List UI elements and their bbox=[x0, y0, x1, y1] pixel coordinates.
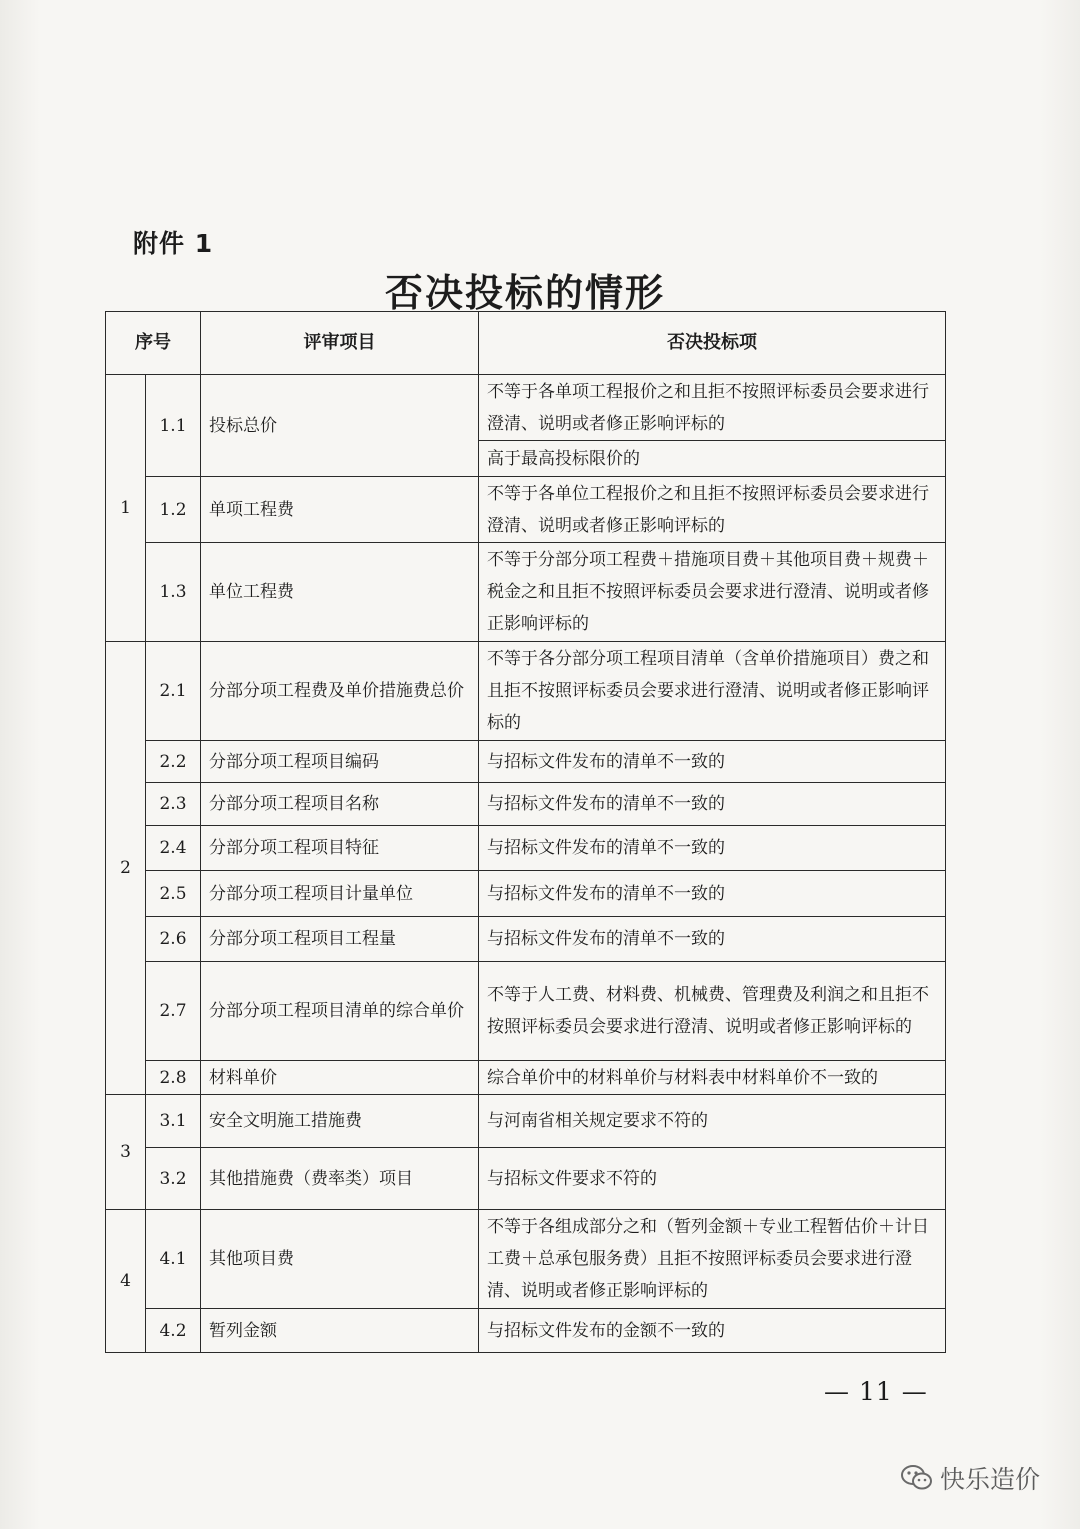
watermark bbox=[900, 1460, 1040, 1496]
table-row bbox=[106, 1148, 946, 1210]
review-item: 投标总价 bbox=[201, 375, 479, 477]
header-item: 评审项目 bbox=[201, 312, 479, 375]
sub-number: 2.4 bbox=[146, 826, 201, 871]
review-item: 暂列金额 bbox=[201, 1309, 479, 1353]
review-item: 分部分项工程项目编码 bbox=[201, 741, 479, 783]
review-item: 分部分项工程项目计量单位 bbox=[201, 871, 479, 917]
table-row bbox=[106, 1061, 946, 1095]
review-item: 分部分项工程项目工程量 bbox=[201, 917, 479, 962]
group-number: 2 bbox=[106, 642, 146, 1095]
sub-number: 2.3 bbox=[146, 783, 201, 826]
document-title: 否决投标的情形 bbox=[384, 270, 665, 315]
table-row bbox=[106, 1210, 946, 1309]
sub-number: 2.1 bbox=[146, 642, 201, 741]
sub-number: 1.1 bbox=[146, 375, 201, 477]
table-row bbox=[106, 917, 946, 962]
sub-number: 2.6 bbox=[146, 917, 201, 962]
header-seq: 序号 bbox=[106, 312, 201, 375]
rejection-condition: 与招标文件发布的清单不一致的 bbox=[479, 871, 946, 917]
sub-number: 3.1 bbox=[146, 1095, 201, 1148]
rejection-condition: 不等于各分部分项工程项目清单（含单价措施项目）费之和且拒不按照评标委员会要求进行澄清、说明或者修正影响评标的 bbox=[479, 642, 946, 741]
table-row bbox=[106, 741, 946, 783]
table-row bbox=[106, 375, 946, 441]
rejection-condition: 不等于各单项工程报价之和且拒不按照评标委员会要求进行澄清、说明或者修正影响评标的 bbox=[479, 375, 946, 441]
review-item: 分部分项工程费及单价措施费总价 bbox=[201, 642, 479, 741]
group-number: 3 bbox=[106, 1095, 146, 1210]
rejection-condition: 综合单价中的材料单价与材料表中材料单价不一致的 bbox=[479, 1061, 946, 1095]
attachment-label: 附件 1 bbox=[133, 229, 214, 258]
sub-number: 4.1 bbox=[146, 1210, 201, 1309]
review-item: 其他项目费 bbox=[201, 1210, 479, 1309]
table-row bbox=[106, 1309, 946, 1353]
sub-number: 2.7 bbox=[146, 962, 201, 1061]
review-item: 单位工程费 bbox=[201, 543, 479, 642]
rejection-condition: 与招标文件要求不符的 bbox=[479, 1148, 946, 1210]
rejection-condition: 不等于分部分项工程费＋措施项目费＋其他项目费＋规费＋税金之和且拒不按照评标委员会要求进行澄清、说明或者修正影响评标的 bbox=[479, 543, 946, 642]
wechat-icon bbox=[900, 1461, 934, 1495]
rejection-condition: 与招标文件发布的清单不一致的 bbox=[479, 917, 946, 962]
review-item: 其他措施费（费率类）项目 bbox=[201, 1148, 479, 1210]
review-item: 材料单价 bbox=[201, 1061, 479, 1095]
table-row bbox=[106, 826, 946, 871]
table-row bbox=[106, 477, 946, 543]
review-item: 分部分项工程项目特征 bbox=[201, 826, 479, 871]
sub-number: 3.2 bbox=[146, 1148, 201, 1210]
review-item: 分部分项工程项目清单的综合单价 bbox=[201, 962, 479, 1061]
rejection-condition: 与招标文件发布的清单不一致的 bbox=[479, 741, 946, 783]
sub-number: 1.3 bbox=[146, 543, 201, 642]
group-number: 1 bbox=[106, 375, 146, 642]
rejection-criteria-table bbox=[105, 311, 946, 1353]
sub-number: 2.8 bbox=[146, 1061, 201, 1095]
table-header-row bbox=[106, 312, 946, 375]
watermark-text: 快乐造价 bbox=[940, 1465, 1041, 1494]
sub-number: 4.2 bbox=[146, 1309, 201, 1353]
group-number: 4 bbox=[106, 1210, 146, 1353]
sub-number: 2.5 bbox=[146, 871, 201, 917]
table-row bbox=[106, 543, 946, 642]
table-row bbox=[106, 962, 946, 1061]
rejection-condition: 不等于各单位工程报价之和且拒不按照评标委员会要求进行澄清、说明或者修正影响评标的 bbox=[479, 477, 946, 543]
rejection-condition: 不等于各组成部分之和（暂列金额＋专业工程暂估价＋计日工费＋总承包服务费）且拒不按照评标委员会要求进行澄清、说明或者修正影响评标的 bbox=[479, 1210, 946, 1309]
review-item: 分部分项工程项目名称 bbox=[201, 783, 479, 826]
table-row bbox=[106, 871, 946, 917]
table-row bbox=[106, 783, 946, 826]
rejection-condition: 与河南省相关规定要求不符的 bbox=[479, 1095, 946, 1148]
rejection-condition: 与招标文件发布的清单不一致的 bbox=[479, 783, 946, 826]
review-item: 安全文明施工措施费 bbox=[201, 1095, 479, 1148]
rejection-condition: 高于最高投标限价的 bbox=[479, 441, 946, 477]
rejection-condition: 与招标文件发布的金额不一致的 bbox=[479, 1309, 946, 1353]
rejection-condition: 不等于人工费、材料费、机械费、管理费及利润之和且拒不按照评标委员会要求进行澄清、说明或者修正影响评标的 bbox=[479, 962, 946, 1061]
rejection-condition: 与招标文件发布的清单不一致的 bbox=[479, 826, 946, 871]
sub-number: 2.2 bbox=[146, 741, 201, 783]
table-row bbox=[106, 1095, 946, 1148]
header-condition: 否决投标项 bbox=[479, 312, 946, 375]
review-item: 单项工程费 bbox=[201, 477, 479, 543]
page-number: — 11 — bbox=[824, 1377, 928, 1406]
table-row bbox=[106, 642, 946, 741]
sub-number: 1.2 bbox=[146, 477, 201, 543]
